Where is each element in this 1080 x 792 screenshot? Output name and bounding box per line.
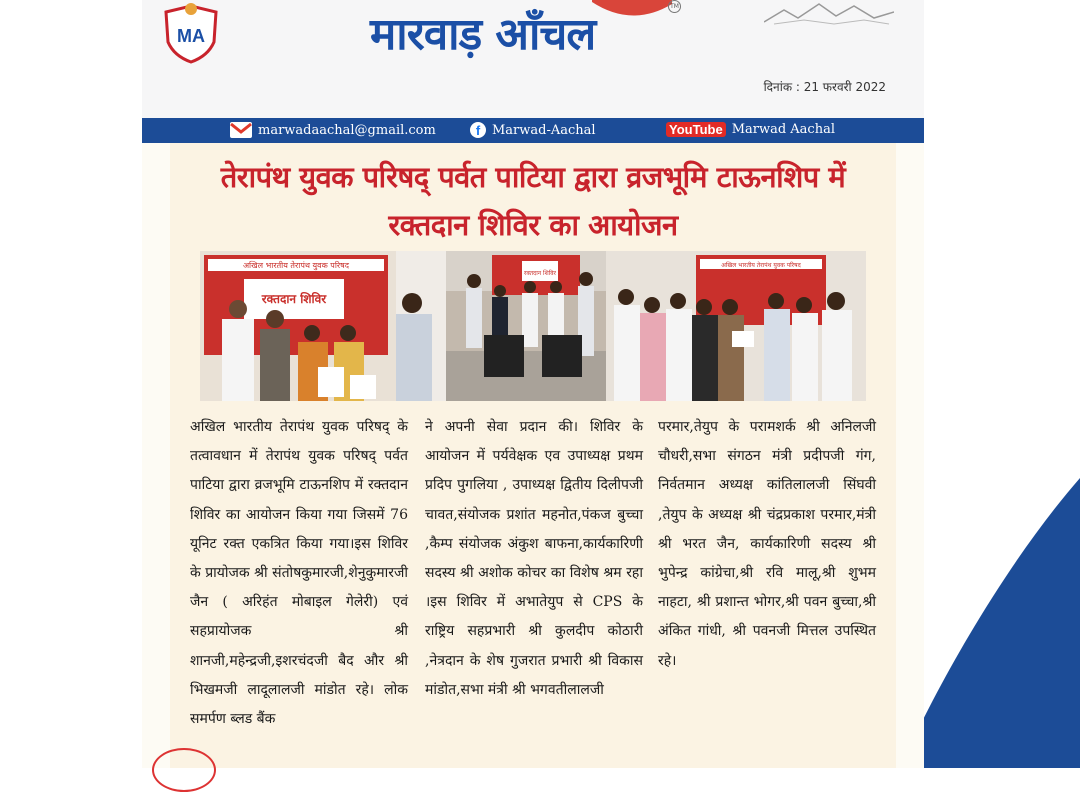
email-contact[interactable] — [230, 122, 436, 138]
facebook-icon — [470, 122, 486, 138]
article-column-1 — [190, 413, 408, 734]
contact-bar — [142, 118, 924, 143]
svg-text:अखिल भारतीय तेरापंथ युवक परिषद: अखिल भारतीय तेरापंथ युवक परिषद — [721, 262, 801, 269]
trademark-mark: TM — [668, 0, 681, 13]
svg-text:रक्तदान शिविर: रक्तदान शिविर — [261, 292, 327, 306]
column-2-text: ने अपनी सेवा प्रदान की। शिविर के आयोजन में पर्यवेक्षक एव उपाध्यक्ष प्रथम प्रदिप पुगलिया , उपाध्यक्ष द्वितीय दिलीपजी चावत,संयोजक प्रशांत महनोत,पंकज बुच्चा ,कैम्प संयोजक अंकुश बाफना,कार्यकारिणी सदस्य श्री अशोक कोचर का विशेष श्रम रहा ।इस शिविर में अभातेयुप से CPS के राष्ट्रिय सहप्रभारी श्री कुलदीप कोठारी ,नेत्रदान के शेष गुजरात प्रभारी श्री विकास मांडोत,सभा मंत्री श्री भगवतीलालजी — [425, 419, 643, 698]
bottom-stamp-edge — [152, 748, 216, 792]
article-body — [190, 413, 880, 768]
column-1-text: अखिल भारतीय तेरापंथ युवक परिषद् के तत्वावधान में तेरापंथ युवक परिषद् पर्वत पाटिया द्वारा व्रजभूमि टाऊनशिप में रक्तदान शिविर का आयोजन किया गया जिसमें 76 यूनिट रक्त एकत्रित किया गया।इस शिविर के प्रायोजक श्री संतोषकुमारजी,शेनुकुमारजी जैन ( अरिहंत मोबाइल गेलेरी) एवं सहप्रायोजक श्री शानजी,महेन्द्रजी,इशरचंदजी बैद और श्री भिखमजी लादूलालजी मांडोत रहे। लोक समर्पण ब्लड बैंक — [190, 419, 408, 728]
svg-text:f: f — [475, 123, 481, 138]
svg-text:रक्तदान शिविर: रक्तदान शिविर — [523, 270, 557, 277]
youtube-text: Marwad Aachal — [731, 122, 835, 137]
photo-strip — [200, 251, 866, 401]
photo-donors-chairs — [446, 251, 606, 401]
article-headline — [170, 153, 896, 249]
headline-line-1: तेरापंथ युवक परिषद् पर्वत पाटिया द्वारा व्रजभूमि टाऊनशिप में — [220, 160, 846, 194]
decorative-blue-wave — [900, 478, 1080, 768]
photo-blood-camp-certificates — [200, 251, 446, 401]
photo-group-felicitation — [606, 251, 866, 401]
article-column-3 — [658, 413, 876, 676]
issue-date: दिनांक : 21 फरवरी 2022 — [763, 80, 886, 94]
email-text: marwadaachal@gmail.com — [258, 122, 436, 138]
youtube-contact[interactable] — [666, 122, 835, 137]
newspaper-page — [142, 0, 924, 768]
paisley-ornament-icon — [592, 0, 672, 22]
shield-logo-icon — [162, 2, 220, 64]
headline-line-2: रक्तदान शिविर का आयोजन — [388, 208, 678, 242]
svg-text:अखिल भारतीय तेरापंथ युवक परिषद: अखिल भारतीय तेरापंथ युवक परिषद — [242, 261, 350, 270]
column-3-text: परमार,तेयुप के परामशर्क श्री अनिलजी चौधरी,सभा संगठन मंत्री प्रदीपजी गंग, निर्वतमान अध्यक्ष कांतिलालजी सिंघवी ,तेयुप के अध्यक्ष श्री चंद्रप्रकाश परमार,मंत्री श्री भरत जैन, कार्यकारिणी सदस्य श्री भुपेन्द्र कांग्रेचा,श्री रवि मालू,श्री शुभम नाहटा, श्री प्रशान्त भोगर,श्री पवन बुच्चा,श्री अंकित गांधी, श्री पवनजी मित्तल उपस्थित रहे। — [658, 419, 876, 669]
masthead — [142, 0, 924, 118]
svg-text:MA: MA — [177, 26, 205, 46]
facebook-contact[interactable] — [470, 122, 596, 138]
article-card — [170, 143, 896, 768]
article-column-2 — [425, 413, 643, 705]
facebook-text: Marwad-Aachal — [492, 122, 596, 138]
brand-title: मारवाड़ आँचल — [370, 9, 596, 60]
youtube-icon: YouTube — [666, 122, 726, 137]
mountain-sketch-icon — [764, 0, 894, 26]
gmail-icon — [230, 122, 252, 138]
